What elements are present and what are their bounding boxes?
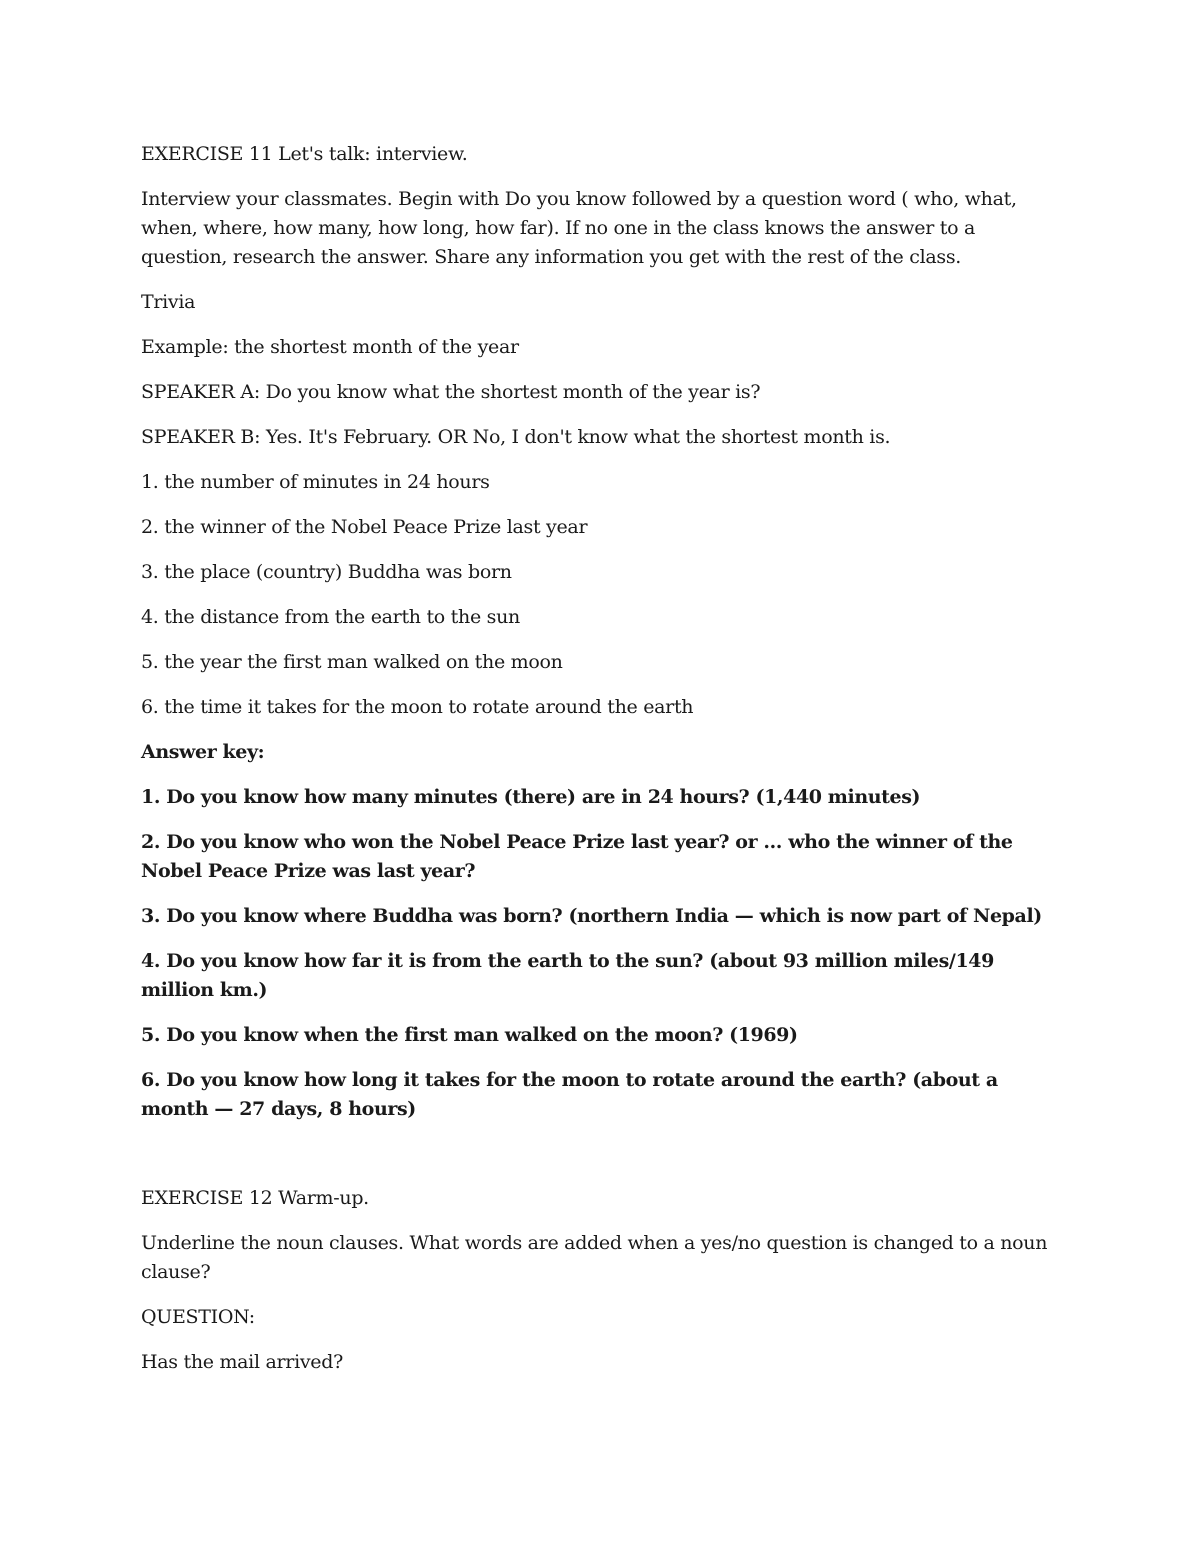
document-page bbox=[141, 140, 1061, 1393]
question-text: Has the mail arrived? bbox=[141, 1351, 343, 1373]
answer-4: 4. Do you know how far it is from the earth to the sun? (about 93 million miles/149 million km.) bbox=[141, 950, 994, 1001]
trivia-item-5: 5. the year the first man walked on the moon bbox=[141, 651, 563, 673]
exercise-12-heading: EXERCISE 12 Warm-up. bbox=[141, 1187, 369, 1209]
answer-5: 5. Do you know when the first man walked on the moon? (1969) bbox=[141, 1024, 798, 1046]
question-label: QUESTION: bbox=[141, 1306, 255, 1328]
exercise-12-instructions: Underline the noun clauses. What words are added when a yes/no question is changed to a noun clause? bbox=[141, 1232, 1048, 1283]
answer-6: 6. Do you know how long it takes for the moon to rotate around the earth? (about a month — 27 days, 8 hours) bbox=[141, 1069, 998, 1120]
answer-3: 3. Do you know where Buddha was born? (northern India — which is now part of Nepal) bbox=[141, 905, 1042, 927]
trivia-item-3: 3. the place (country) Buddha was born bbox=[141, 561, 512, 583]
trivia-title: Trivia bbox=[141, 291, 196, 313]
exercise-11-heading: EXERCISE 11 Let's talk: interview. bbox=[141, 143, 468, 165]
answer-2: 2. Do you know who won the Nobel Peace Prize last year? or … who the winner of the Nobel Peace Prize was last year? bbox=[141, 831, 1013, 882]
trivia-item-2: 2. the winner of the Nobel Peace Prize last year bbox=[141, 516, 588, 538]
speaker-a-line: SPEAKER A: Do you know what the shortest month of the year is? bbox=[141, 381, 761, 403]
answer-1: 1. Do you know how many minutes (there) are in 24 hours? (1,440 minutes) bbox=[141, 786, 921, 808]
section-spacer bbox=[141, 1140, 1061, 1184]
exercise-11-instructions: Interview your classmates. Begin with Do you know followed by a question word ( who, what, when, where, how many, how long, how far). If no one in the class knows the answer to a question, research the answer. Share any information you get with the rest of the class. bbox=[141, 188, 1017, 268]
trivia-item-6: 6. the time it takes for the moon to rotate around the earth bbox=[141, 696, 694, 718]
trivia-item-1: 1. the number of minutes in 24 hours bbox=[141, 471, 490, 493]
example-line: Example: the shortest month of the year bbox=[141, 336, 519, 358]
speaker-b-line: SPEAKER B: Yes. It's February. OR No, I don't know what the shortest month is. bbox=[141, 426, 891, 448]
answer-key-title: Answer key: bbox=[141, 741, 265, 763]
trivia-item-4: 4. the distance from the earth to the sun bbox=[141, 606, 520, 628]
